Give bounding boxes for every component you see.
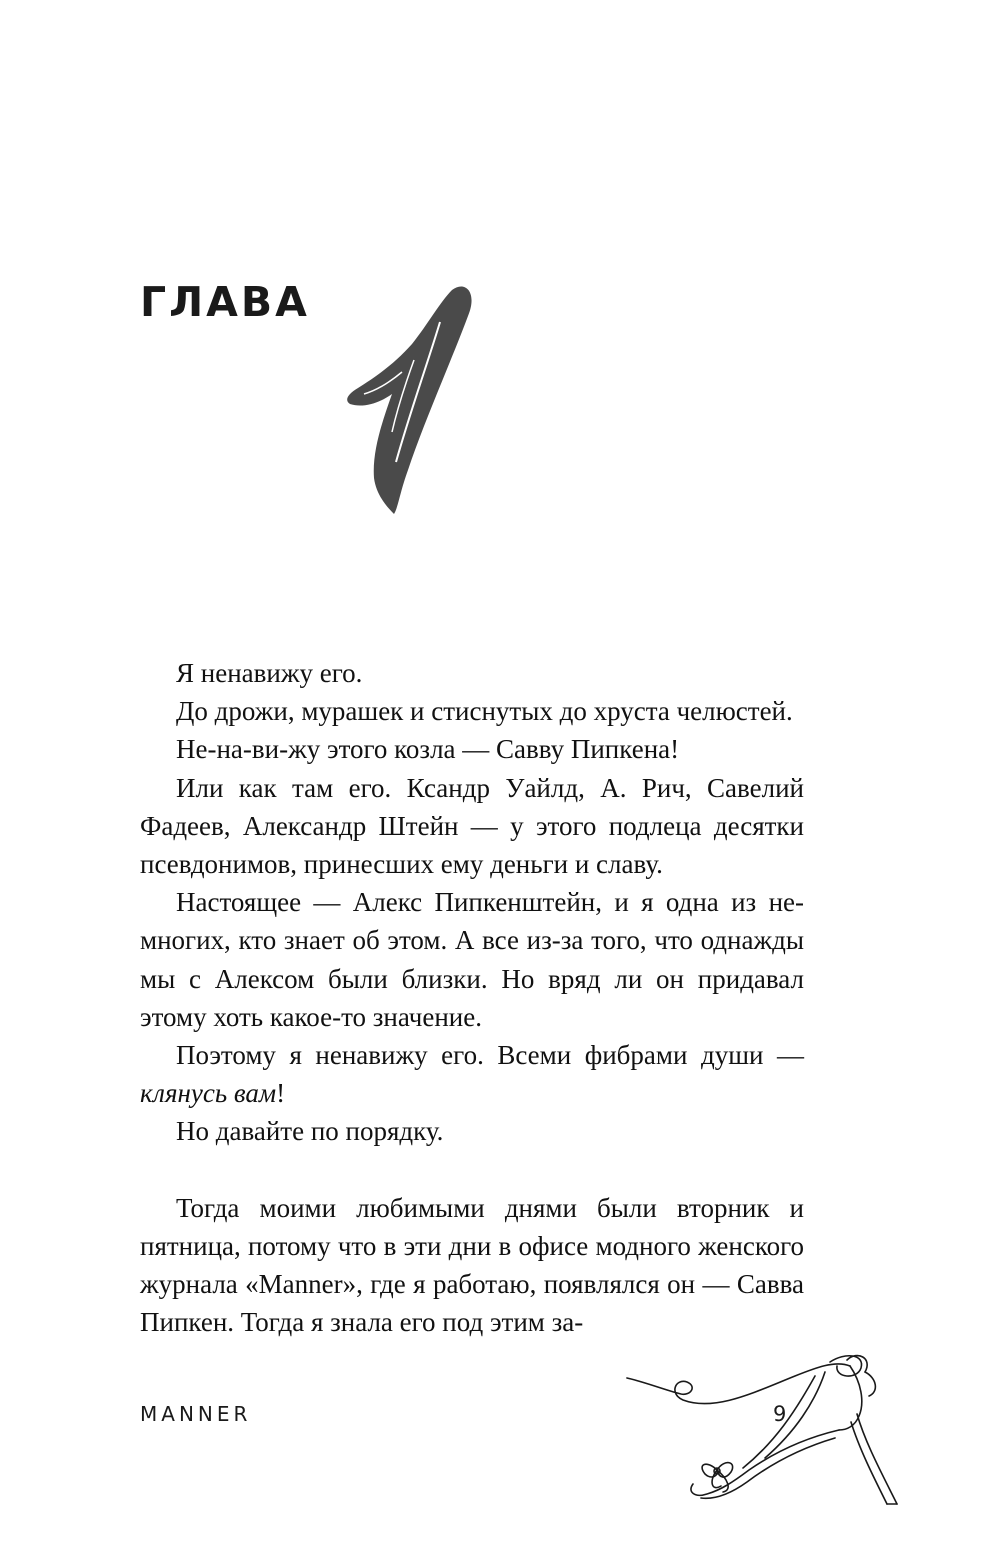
paragraph: Или как там его. Ксандр Уайлд, А. Рич, Савелий Фадеев, Александр Штейн — у этого подлеца десятки псевдонимов, принесших ему деньги и славу. bbox=[140, 772, 804, 880]
paragraph-punctuation: ! bbox=[276, 1078, 286, 1109]
chapter-label: ГЛАВА bbox=[140, 278, 310, 326]
footer-brand: MANNER bbox=[140, 1402, 252, 1426]
paragraph: Тогда моими любимыми днями были вторник и пятница, потому что в эти дни в офисе модного женского журнала «Manner», где я работаю, появлялся он — Савва Пипкен. Тогда я знала его под этим за- bbox=[140, 1192, 804, 1338]
chapter-body-text bbox=[140, 654, 804, 1341]
chapter-number-one-icon bbox=[340, 282, 480, 520]
paragraph-text: Поэтому я ненавижу его. Всеми фибрами души — bbox=[176, 1040, 804, 1071]
paragraph: Но давайте по порядку. bbox=[176, 1116, 444, 1147]
paragraph: Я ненавижу его. bbox=[176, 658, 363, 688]
paragraph: Настоящее — Алекс Пипкенштейн, и я одна из немногих, кто знает об этом. А все из-за того, что однажды мы с Алексом были близки. Но вряд ли он придавал этому хоть какое-то значение. bbox=[140, 887, 804, 1032]
paragraph: До дрожи, мурашек и стиснутых до хруста челюстей. bbox=[176, 696, 793, 727]
italic-phrase: клянусь вам bbox=[140, 1078, 277, 1109]
high-heel-sandal-icon bbox=[625, 1352, 915, 1512]
paragraph: Не-на-ви-жу этого козла — Савву Пипкена! bbox=[176, 734, 680, 765]
page-number: 9 bbox=[773, 1402, 787, 1426]
paragraph bbox=[140, 1036, 804, 1112]
